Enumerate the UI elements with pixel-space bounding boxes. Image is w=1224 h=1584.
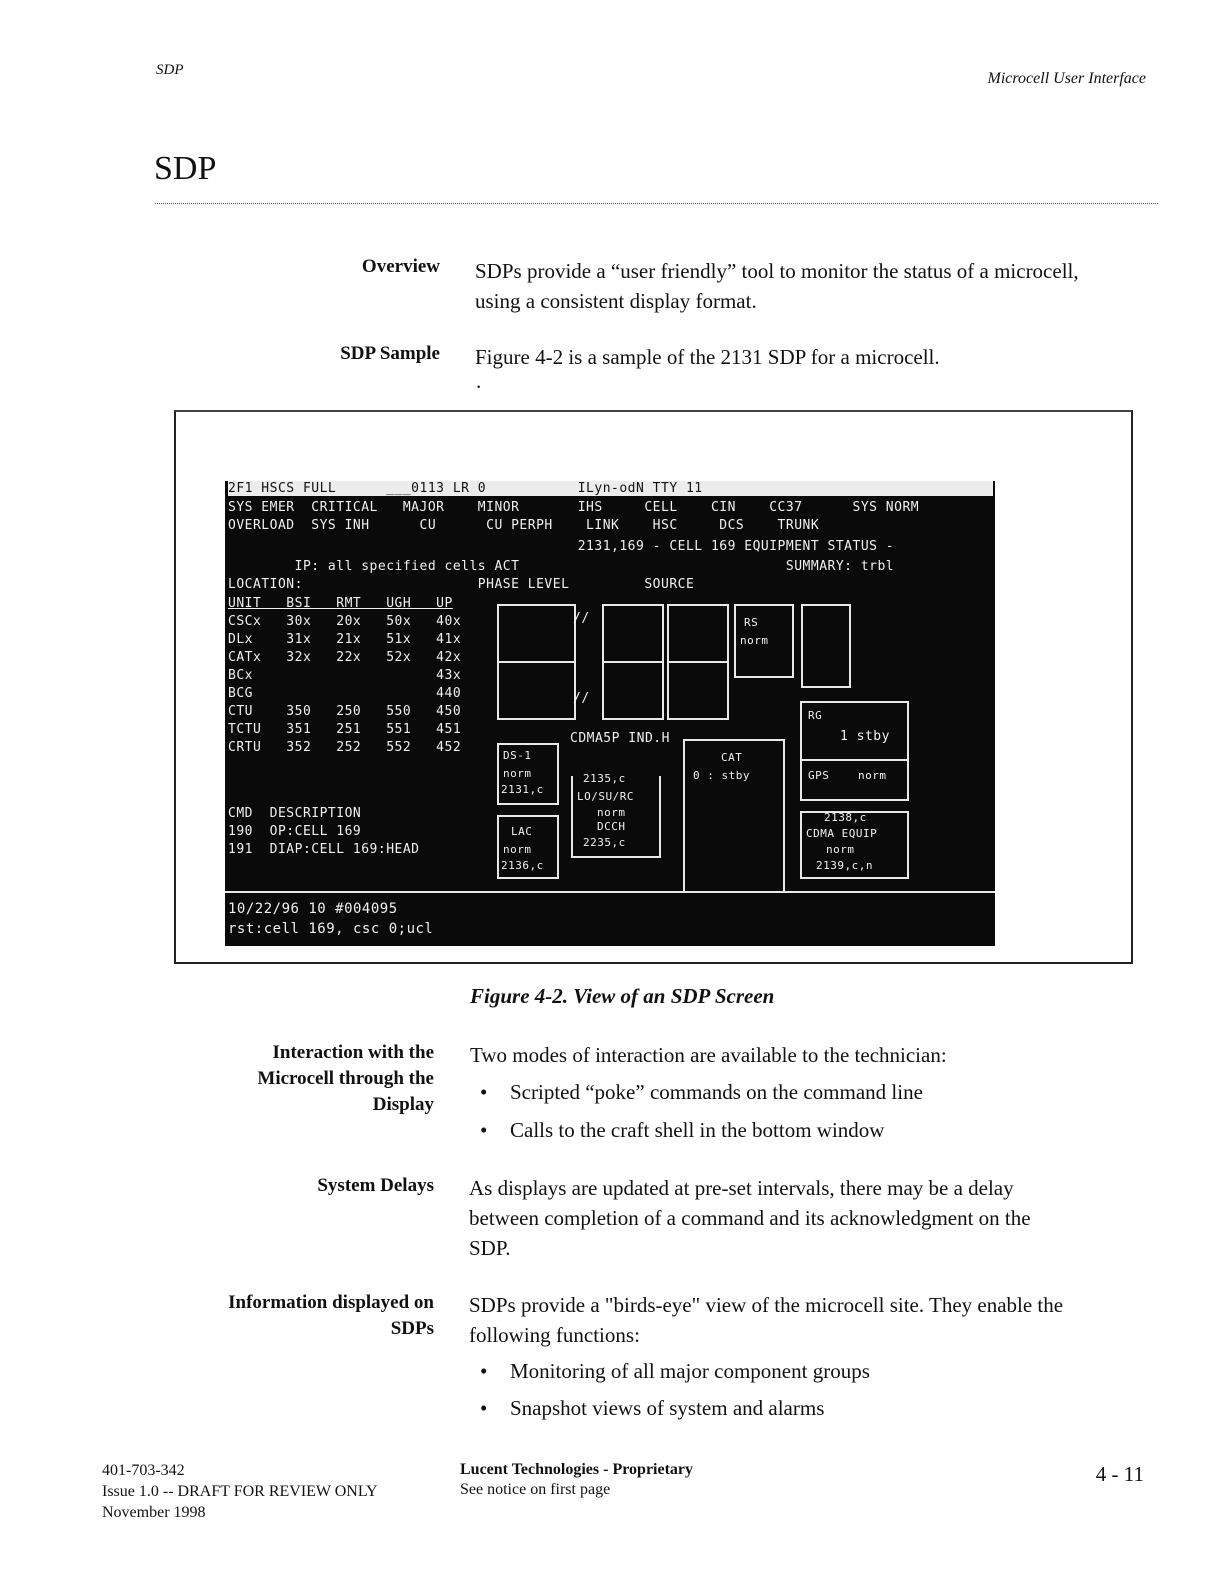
stray-dot: . xyxy=(476,369,482,393)
screen-line: CMD DESCRIPTION xyxy=(228,806,362,821)
interaction-label-2: Microcell through the xyxy=(257,1068,434,1089)
cat-state: 0 : stby xyxy=(693,769,750,782)
ds1-box xyxy=(497,743,559,805)
ds1-state: norm xyxy=(503,767,532,780)
lac-id: 2136,c xyxy=(501,859,544,872)
screen-line: 2F1 HSCS FULL ___0113 LR 0 ILyn-odN TTY 11 xyxy=(228,481,993,496)
interaction-bullet-2 xyxy=(480,1115,884,1145)
info-text-1: SDPs provide a "birds-eye" view of the microcell site. They enable the xyxy=(469,1293,1064,1317)
page-title: SDP xyxy=(154,150,217,187)
info-text-2: following functions: xyxy=(469,1323,640,1347)
cdma-indiv-label: CDMA5P IND.H xyxy=(570,731,670,746)
ds1-id: 2131,c xyxy=(501,783,544,796)
screen-line: 2131,169 - CELL 169 EQUIPMENT STATUS - xyxy=(228,539,895,554)
ds1-label: DS-1 xyxy=(503,749,532,762)
phase-box-2 xyxy=(602,604,664,720)
screen-line: OVERLOAD SYS INH CU CU PERPH LINK HSC DCS TRUNK xyxy=(228,518,820,533)
bottom-status-line: 10/22/96 10 #004095 xyxy=(228,901,398,917)
screen-line: BCx 43x xyxy=(228,668,462,683)
footer-date: November 1998 xyxy=(102,1504,206,1521)
delays-text-3: SDP. xyxy=(469,1236,511,1260)
overview-text-2: using a consistent display format. xyxy=(475,289,757,313)
cat-label: CAT xyxy=(721,751,743,764)
phase-box-1 xyxy=(497,604,576,720)
bullet-symbol: • xyxy=(480,1396,488,1420)
sdp-sample-text: Figure 4-2 is a sample of the 2131 SDP for a microcell. xyxy=(475,345,940,369)
info-bullet-1 xyxy=(480,1356,870,1386)
screen-line: 191 DIAP:CELL 169:HEAD xyxy=(228,842,420,857)
rs-label: RS xyxy=(744,616,759,629)
dcch-id: 2235,c xyxy=(583,836,626,849)
page-number: 4 - 11 xyxy=(1095,1462,1144,1486)
cdma-equip-id2: 2139,c,n xyxy=(816,859,873,872)
screen-line: CRTU 352 252 552 452 xyxy=(228,740,462,755)
running-header-right: Microcell User Interface xyxy=(987,70,1146,87)
bullet-text: Calls to the craft shell in the bottom window xyxy=(510,1118,885,1142)
info-bullet-2 xyxy=(480,1393,824,1423)
cdma-equip-state: norm xyxy=(826,843,855,856)
delays-text-2: between completion of a command and its acknowledgment on the xyxy=(469,1206,1031,1230)
interaction-label-1: Interaction with the xyxy=(272,1042,434,1063)
screen-divider xyxy=(225,891,995,893)
overview-label: Overview xyxy=(361,256,440,277)
gps-label: GPS xyxy=(808,769,830,782)
bullet-text: Snapshot views of system and alarms xyxy=(510,1396,825,1420)
screen-line: CTU 350 250 550 450 xyxy=(228,704,462,719)
spare-box xyxy=(801,604,851,688)
screen-line: BCG 440 xyxy=(228,686,462,701)
cdma-equip-label: CDMA EQUIP xyxy=(806,827,878,840)
footer-doc-id: 401-703-342 xyxy=(102,1462,185,1479)
figure-caption: Figure 4-2. View of an SDP Screen xyxy=(470,984,775,1008)
title-rule xyxy=(155,203,1158,204)
cdma-equip-box xyxy=(800,811,909,879)
dcch-label: DCCH xyxy=(597,820,626,833)
lo-state: norm xyxy=(597,806,626,819)
lo-id: 2135,c xyxy=(583,772,626,785)
cdma-equip-id: 2138,c xyxy=(824,811,867,824)
screen-line: DLx 31x 21x 51x 41x xyxy=(228,632,462,647)
screen-line: IP: all specified cells ACT SUMMARY: trbl xyxy=(228,559,895,574)
delays-text-1: As displays are updated at pre-set intervals, there may be a delay xyxy=(469,1176,1014,1200)
screen-line: TCTU 351 251 551 451 xyxy=(228,722,462,737)
phase-box-3 xyxy=(667,604,729,720)
interaction-label-3: Display xyxy=(372,1094,434,1115)
screen-line: UNIT BSI RMT UGH UP xyxy=(228,596,453,611)
command-line[interactable]: rst:cell 169, csc 0;ucl xyxy=(228,921,434,937)
sdp-sample-label: SDP Sample xyxy=(340,343,440,364)
rs-state: norm xyxy=(740,634,769,647)
rs-box xyxy=(734,604,794,678)
bullet-symbol: • xyxy=(480,1080,488,1104)
interaction-text: Two modes of interaction are available to the technician: xyxy=(470,1043,947,1067)
gps-state: norm xyxy=(858,769,887,782)
slash-link-2: // xyxy=(573,691,590,706)
cat-box xyxy=(683,739,785,893)
bullet-symbol: • xyxy=(480,1118,488,1142)
screen-line: CATx 32x 22x 52x 42x xyxy=(228,650,462,665)
lac-box xyxy=(497,815,559,879)
screen-line: LOCATION: PHASE LEVEL SOURCE xyxy=(228,577,695,592)
rg-state: 1 stby xyxy=(840,729,890,744)
info-label-1: Information displayed on xyxy=(228,1292,434,1313)
lo-box xyxy=(571,772,661,858)
running-header-left: SDP xyxy=(156,62,184,78)
bullet-text: Scripted “poke” commands on the command line xyxy=(510,1080,923,1104)
footer-issue: Issue 1.0 -- DRAFT FOR REVIEW ONLY xyxy=(102,1483,378,1500)
slash-link-1: // xyxy=(573,611,590,626)
lac-state: norm xyxy=(503,843,532,856)
info-label-2: SDPs xyxy=(390,1318,434,1339)
bullet-symbol: • xyxy=(480,1359,488,1383)
overview-text-1: SDPs provide a “user friendly” tool to monitor the status of a microcell, xyxy=(475,259,1079,283)
screen-line: SYS EMER CRITICAL MAJOR MINOR IHS CELL CIN CC37 SYS NORM xyxy=(228,500,920,515)
screen-line: CSCx 30x 20x 50x 40x xyxy=(228,614,462,629)
bullet-text: Monitoring of all major component groups xyxy=(510,1359,870,1383)
rg-label: RG xyxy=(808,709,823,722)
lo-name: LO/SU/RC xyxy=(577,790,634,803)
sdp-screen xyxy=(225,481,995,946)
rg-gps-box xyxy=(800,701,909,801)
footer-notice: See notice on first page xyxy=(460,1481,611,1498)
system-delays-label: System Delays xyxy=(317,1175,434,1196)
footer-company: Lucent Technologies - Proprietary xyxy=(460,1461,694,1478)
screen-line: 190 OP:CELL 169 xyxy=(228,824,362,839)
interaction-bullet-1 xyxy=(480,1077,923,1107)
lac-label: LAC xyxy=(511,825,533,838)
